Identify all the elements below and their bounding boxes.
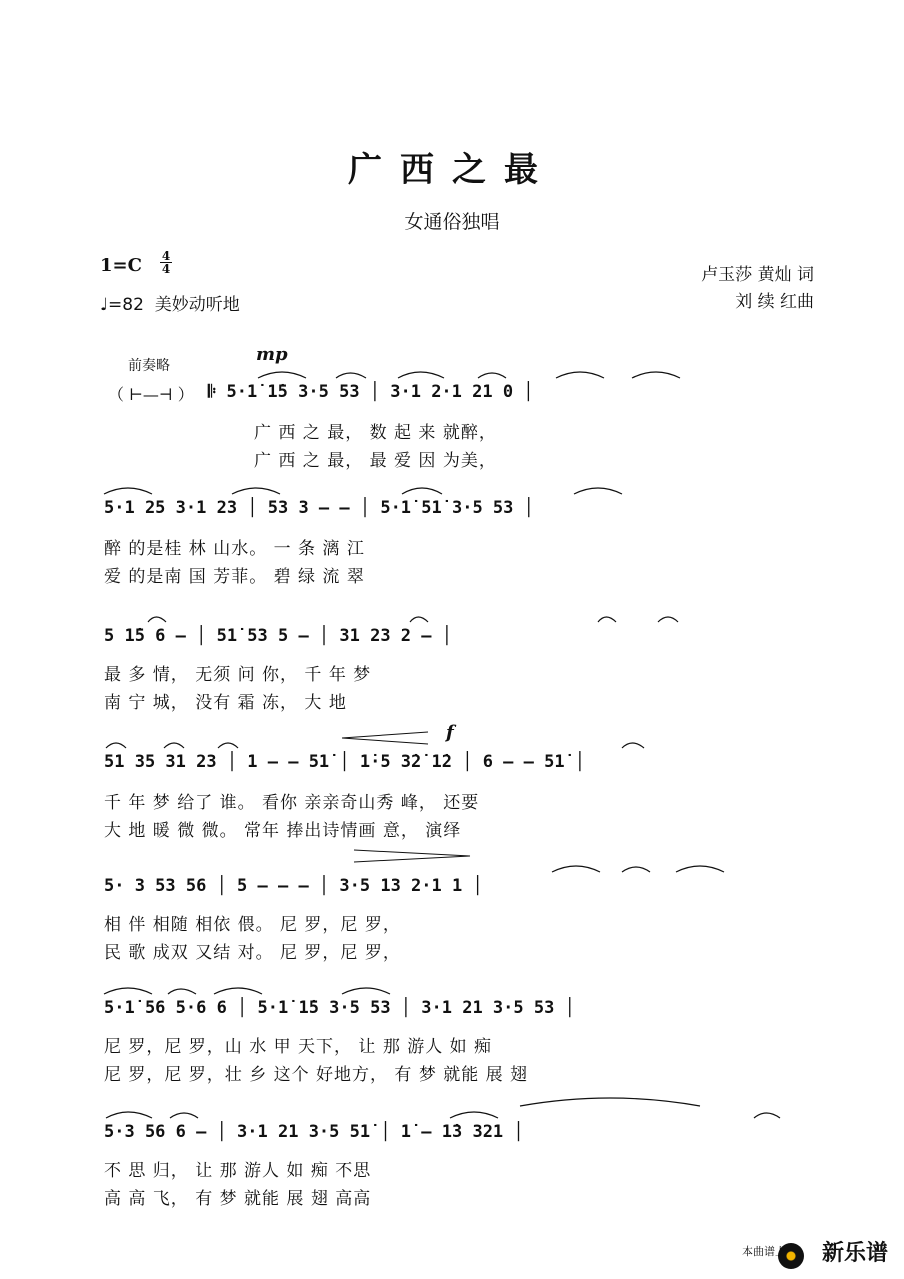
dynamic-f: f xyxy=(446,722,454,743)
song-title: 广西之最 xyxy=(348,150,556,190)
lyrics-row-1-verse-2: 广 西 之 最， 最 爱 因 为美， xyxy=(254,451,497,471)
lyrics-row-7-verse-1: 不 思 归， 让 那 游人 如 痴 不思 xyxy=(104,1161,372,1181)
composer-credit: 刘 续 红曲 xyxy=(735,292,814,312)
lyrics-row-3-verse-2: 南 宁 城， 没有 霜 冻， 大 地 xyxy=(104,693,347,713)
prelude-symbol: （ ⊢—⊣ ） xyxy=(108,385,194,404)
dynamic-mp: mp xyxy=(256,344,288,365)
expression-text: 美妙动听地 xyxy=(154,295,240,315)
lyrics-row-7-verse-2: 高 高 飞， 有 梦 就能 展 翅 高高 xyxy=(104,1189,372,1209)
notation-row-2: 5·1 25 3·1 23 │ 53 3 – – │ 5·1̇ 51̇ 3·5 53 │ xyxy=(104,498,534,518)
lyricist-credit: 卢玉莎 黄灿 词 xyxy=(701,265,814,285)
lyrics-row-5-verse-2: 民 歌 成双 又结 对。 尼 罗，尼 罗， xyxy=(104,943,401,963)
notation-row-3: 5 1̇5 6 – │ 51̇ 53 5 – │ 31 23 2 – │ xyxy=(104,626,452,646)
lyrics-row-6-verse-2: 尼 罗，尼 罗，壮 乡 这个 好地方， 有 梦 就能 展 翅 xyxy=(104,1065,529,1085)
lyrics-row-4-verse-2: 大 地 暖 微 微。 常年 捧出诗情画 意， 演绎 xyxy=(104,821,462,841)
time-signature-bottom: 4 xyxy=(161,262,171,276)
tempo-value: ♩=82 xyxy=(100,295,144,315)
lyrics-row-5-verse-1: 相 伴 相随 相依 偎。 尼 罗，尼 罗， xyxy=(104,915,401,935)
notation-row-6: 5·1̇ 56 5·6 6 │ 5·1̇ 1̇5 3·5 53 │ 3·1 21 3·5 53 │ xyxy=(104,998,575,1018)
lyrics-row-4-verse-1: 千 年 梦 给了 谁。 看你 亲亲奇山秀 峰， 还要 xyxy=(104,793,480,813)
prelude-label: 前奏略 xyxy=(128,358,170,374)
notation-row-7: 5·3 56 6 – │ 3·1 21 3·5 51̇ │ 1̇ – 1̇3 321 │ xyxy=(104,1122,524,1142)
lyrics-row-6-verse-1: 尼 罗，尼 罗，山 水 甲 天下， 让 那 游人 如 痴 xyxy=(104,1037,493,1057)
notation-row-5: 5· 3 53 56 │ 5 – – – │ 3·5 13 2·1 1 │ xyxy=(104,876,483,896)
lyrics-row-1-verse-1: 广 西 之 最， 数 起 来 就醉， xyxy=(254,423,497,443)
key-signature: 1=C xyxy=(100,255,142,276)
time-signature-top: 4 xyxy=(161,249,171,263)
song-subtitle: 女通俗独唱 xyxy=(404,211,500,233)
lyrics-row-2-verse-1: 醉 的是桂 林 山水。 一 条 漓 江 xyxy=(104,539,365,559)
footer-note: 本曲谱上 xyxy=(742,1245,786,1258)
lyrics-row-3-verse-1: 最 多 情， 无须 问 你， 千 年 梦 xyxy=(104,665,372,685)
lyrics-row-2-verse-2: 爱 的是南 国 芳菲。 碧 绿 流 翠 xyxy=(104,567,365,587)
notation-row-4: 51 35 31 23 │ 1 – – 51̇ │ 1̇·5 3̇2̇ 1̇2 │ 6 – – 51̇ │ xyxy=(104,752,586,772)
notation-row-1: 𝄆 5·1̇ 1̇5 3·5 53 │ 3·1 2·1 21 0 │ xyxy=(208,382,534,402)
brand-logo-text: 新乐谱 xyxy=(821,1241,888,1266)
